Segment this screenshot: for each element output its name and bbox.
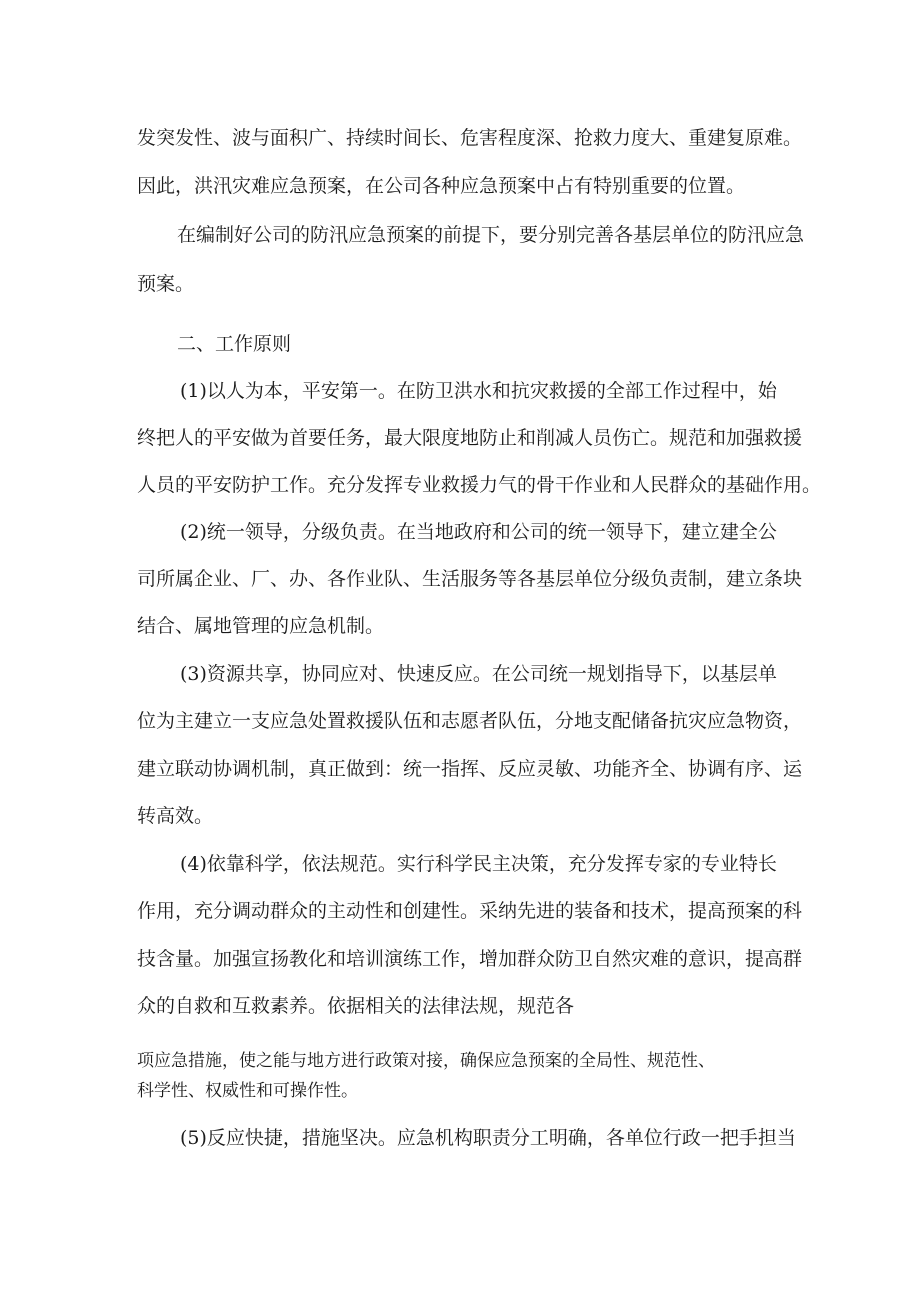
text-line-16: (4)依靠科学，依法规范。实行科学民主决策，充分发挥专家的专业特长 bbox=[180, 853, 777, 875]
text-line-10: 司所属企业、厂、办、各作业队、生活服务等各基层单位分级负责制，建立条块 bbox=[137, 568, 803, 590]
text-line-15: 转高效。 bbox=[137, 805, 214, 827]
text-line-13: 位为主建立一支应急处置救援队伍和志愿者队伍，分地支配储备抗灾应急物资， bbox=[137, 710, 803, 732]
text-line-8: 人员的平安防护工作。充分发挥专业救援力气的骨干作业和人民群众的基础作用。 bbox=[137, 474, 822, 496]
text-line-11: 结合、属地管理的应急机制。 bbox=[137, 615, 385, 637]
text-line-21: 科学性、权威性和可操作性。 bbox=[137, 1081, 358, 1101]
text-line-4: 预案。 bbox=[137, 273, 195, 295]
text-line-6: (1)以人为本，平安第一。在防卫洪水和抗灾救援的全部工作过程中，始 bbox=[180, 380, 777, 402]
text-line-22: (5)反应快捷，措施坚决。应急机构职责分工明确，各单位行政一把手担当 bbox=[180, 1127, 796, 1149]
text-line-9: (2)统一领导，分级负责。在当地政府和公司的统一领导下，建立建全公 bbox=[180, 521, 777, 543]
text-line-19: 众的自救和互救素养。依据相关的法律法规，规范各 bbox=[137, 995, 575, 1017]
text-line-18: 技含量。加强宣扬教化和培训演练工作，增加群众防卫自然灾难的意识，提高群 bbox=[137, 948, 803, 970]
text-line-7: 终把人的平安做为首要任务，最大限度地防止和削减人员伤亡。规范和加强救援 bbox=[137, 427, 803, 449]
section-heading: 二、工作原则 bbox=[177, 333, 292, 355]
text-line-17: 作用，充分调动群众的主动性和创建性。采纳先进的装备和技术，提高预案的科 bbox=[137, 900, 803, 922]
text-line-1: 发突发性、波与面积广、持续时间长、危害程度深、抢救力度大、重建复原难。 bbox=[137, 127, 803, 149]
text-line-2: 因此，洪汛灾难应急预案，在公司各种应急预案中占有特别重要的位置。 bbox=[137, 175, 746, 197]
text-line-3: 在编制好公司的防汛应急预案的前提下，要分别完善各基层单位的防汛应急 bbox=[177, 224, 805, 246]
text-line-12: (3)资源共享，协同应对、快速反应。在公司统一规划指导下，以基层单 bbox=[180, 663, 777, 685]
text-line-20: 项应急措施，使之能与地方进行政策对接，确保应急预案的全局性、规范性、 bbox=[137, 1051, 715, 1071]
text-line-14: 建立联动协调机制，真正做到：统一指挥、反应灵敏、功能齐全、协调有序、运 bbox=[137, 758, 803, 780]
